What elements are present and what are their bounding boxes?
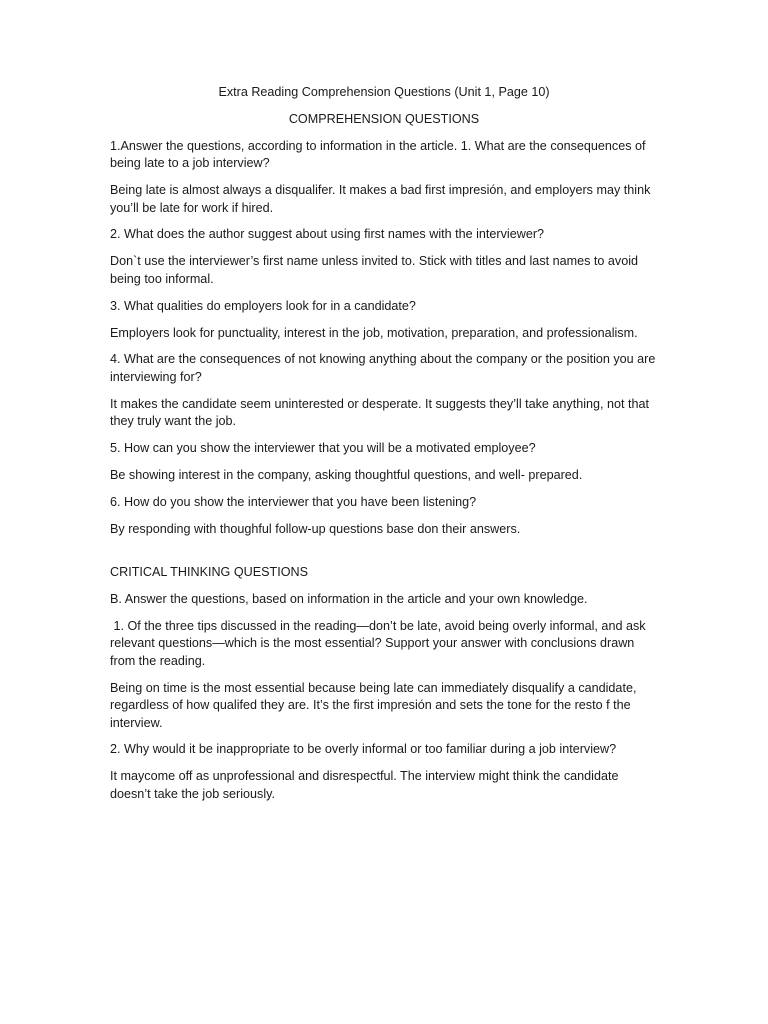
critical-answer-1: Being on time is the most essential because being late can immediately disqualify a candidate, regardless of how qualifed they are. It’s the first impresión and sets the tone for the resto f the interview. — [110, 680, 637, 730]
critical-question-2: 2. Why would it be inappropriate to be overly informal or too familiar during a job interview? — [110, 742, 617, 757]
question-1: 1.Answer the questions, according to information in the article. 1. What are the consequences of being late to a job interview? — [110, 138, 646, 171]
question-3: 3. What qualities do employers look for in a candidate? — [110, 298, 416, 313]
document-title: Extra Reading Comprehension Questions (Unit 1, Page 10) — [218, 85, 550, 99]
answer-1: Being late is almost always a disqualifer. It makes a bad first impresión, and employers may think you’ll be late for work if hired. — [110, 183, 651, 215]
critical-instructions: B. Answer the questions, based on information in the article and your own knowledge. — [110, 592, 588, 607]
question-6: 6. How do you show the interviewer that you have been listening? — [110, 494, 477, 509]
answer-4: It makes the candidate seem uninterested or desperate. It suggests they’ll take anything, not that they truly want the job. — [110, 396, 650, 429]
question-4: 4. What are the consequences of not knowing anything about the company or the position you are interviewing for? — [110, 352, 656, 384]
critical-question-1: 1. Of the three tips discussed in the reading—don’t be late, avoid being overly informal, and ask relevant questions—which is the most essential? Support your answer with conclusions drawn from the reading. — [110, 619, 650, 668]
question-2: 2. What does the author suggest about using first names with the interviewer? — [110, 227, 545, 242]
answer-5: Be showing interest in the company, asking thoughtful questions, and well- prepared. — [110, 468, 583, 482]
answer-2: Don`t use the interviewer’s first name unless invited to. Stick with titles and last names to avoid being too informal. — [110, 254, 639, 286]
comprehension-heading: COMPREHENSION QUESTIONS — [288, 111, 480, 126]
question-5: 5. How can you show the interviewer that you will be a motivated employee? — [110, 441, 536, 456]
answer-3: Employers look for punctuality, interest in the job, motivation, preparation, and professionalism. — [110, 325, 638, 340]
critical-answer-2: It maycome off as unprofessional and disrespectful. The interview might think the candidate doesn’t take the job seriously. — [110, 769, 619, 801]
answer-6: By responding with thoughful follow-up questions base don their answers. — [110, 521, 521, 536]
critical-thinking-heading: CRITICAL THINKING QUESTIONS — [110, 565, 309, 580]
document-body — [110, 84, 658, 813]
